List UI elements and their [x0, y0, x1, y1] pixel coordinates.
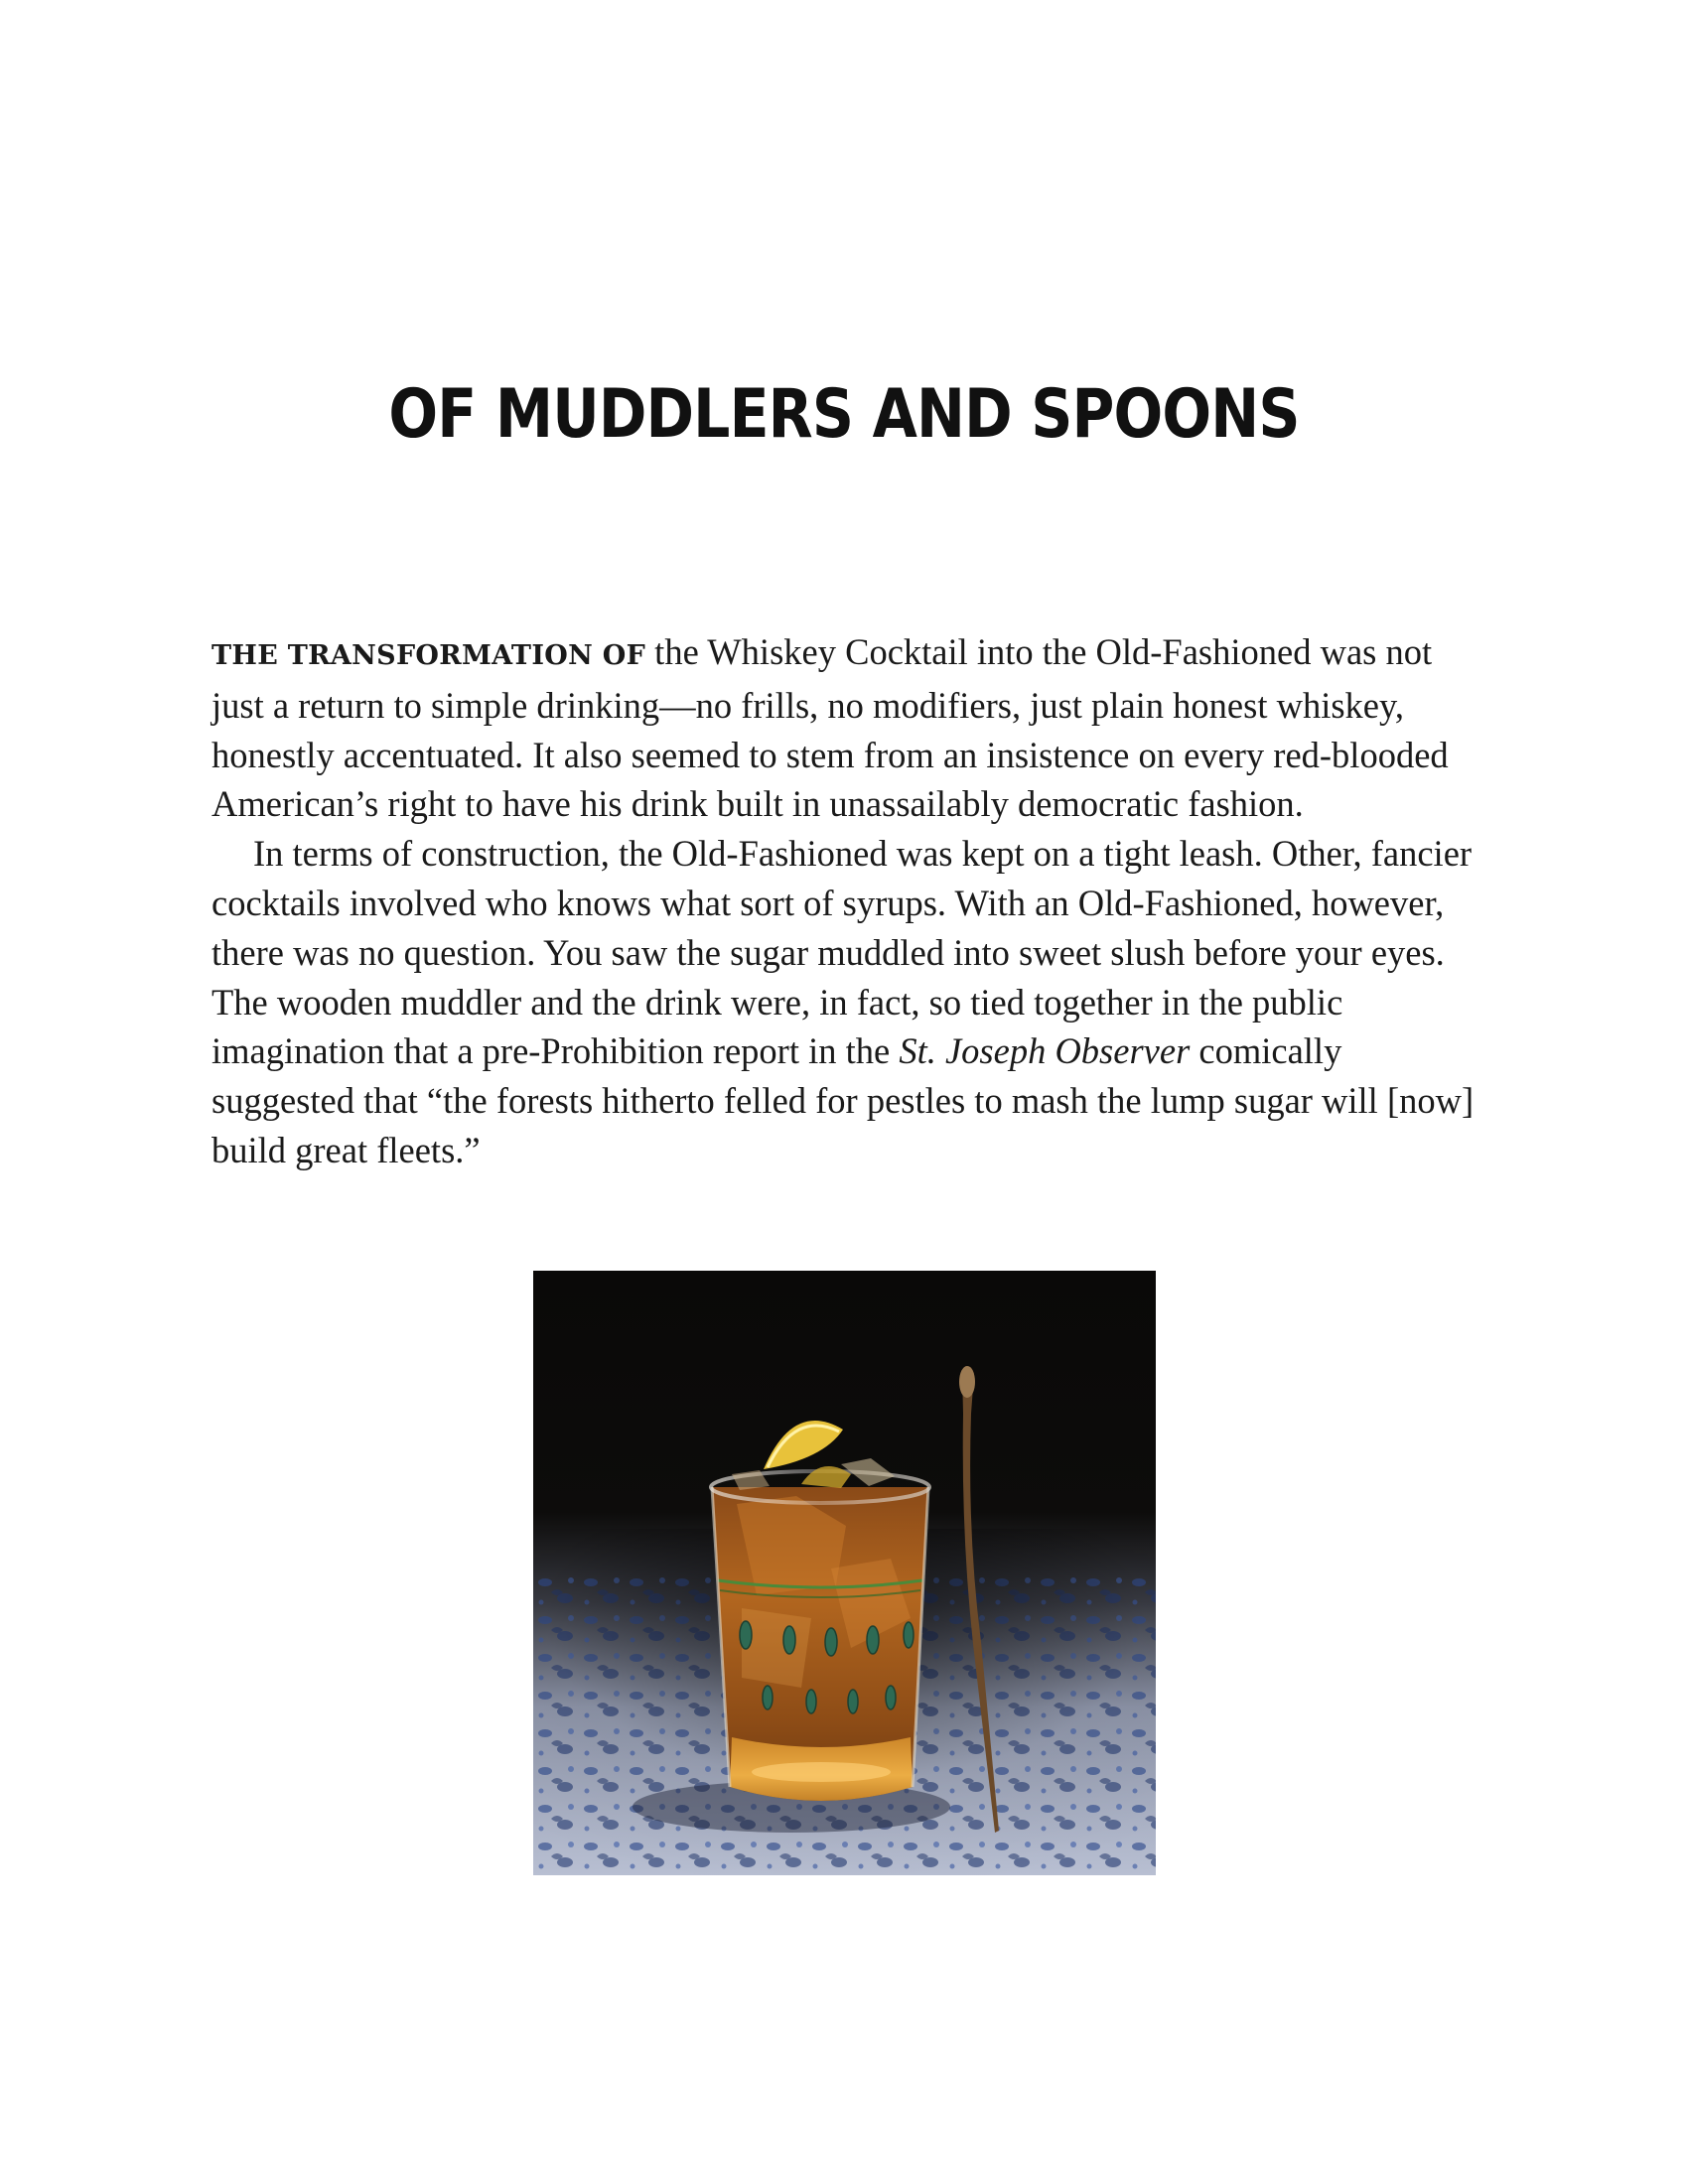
article-body [211, 627, 1492, 1175]
cocktail-illustration [533, 1271, 1156, 1875]
paragraph-2 [211, 829, 1492, 1175]
newspaper-title: St. Joseph Observer [899, 1030, 1191, 1072]
paragraph-1 [211, 627, 1492, 829]
old-fashioned-cocktail-photo [533, 1271, 1156, 1875]
paragraph-1-text: the Whiskey Cocktail into the Old-Fashioned was not just a return to simple drinking—no frills, no modifiers, just plain honest whiskey, honestly accentuated. It also seemed to stem from an insistence on every red-blooded American’s right to have his drink built in unassailably democratic fashion. [211, 631, 1449, 825]
paragraph-2-text-b: comically suggested that “the forests hitherto felled for pestles to mash the lump sugar will [now] build great fleets.” [211, 1030, 1475, 1170]
chapter-title: OF MUDDLERS AND SPOONS [388, 375, 1300, 454]
paragraph-2-text-a: In terms of construction, the Old-Fashioned was kept on a tight leash. Other, fancier cocktails involved who knows what sort of syrups. With an Old-Fashioned, however, there was no question. You saw the sugar muddled into sweet slush before your eyes. The wooden muddler and the drink were, in fact, so tied together in the public imagination that a pre-Prohibition report in the [211, 833, 1473, 1072]
lead-in: THE TRANSFORMATION OF [211, 640, 646, 671]
